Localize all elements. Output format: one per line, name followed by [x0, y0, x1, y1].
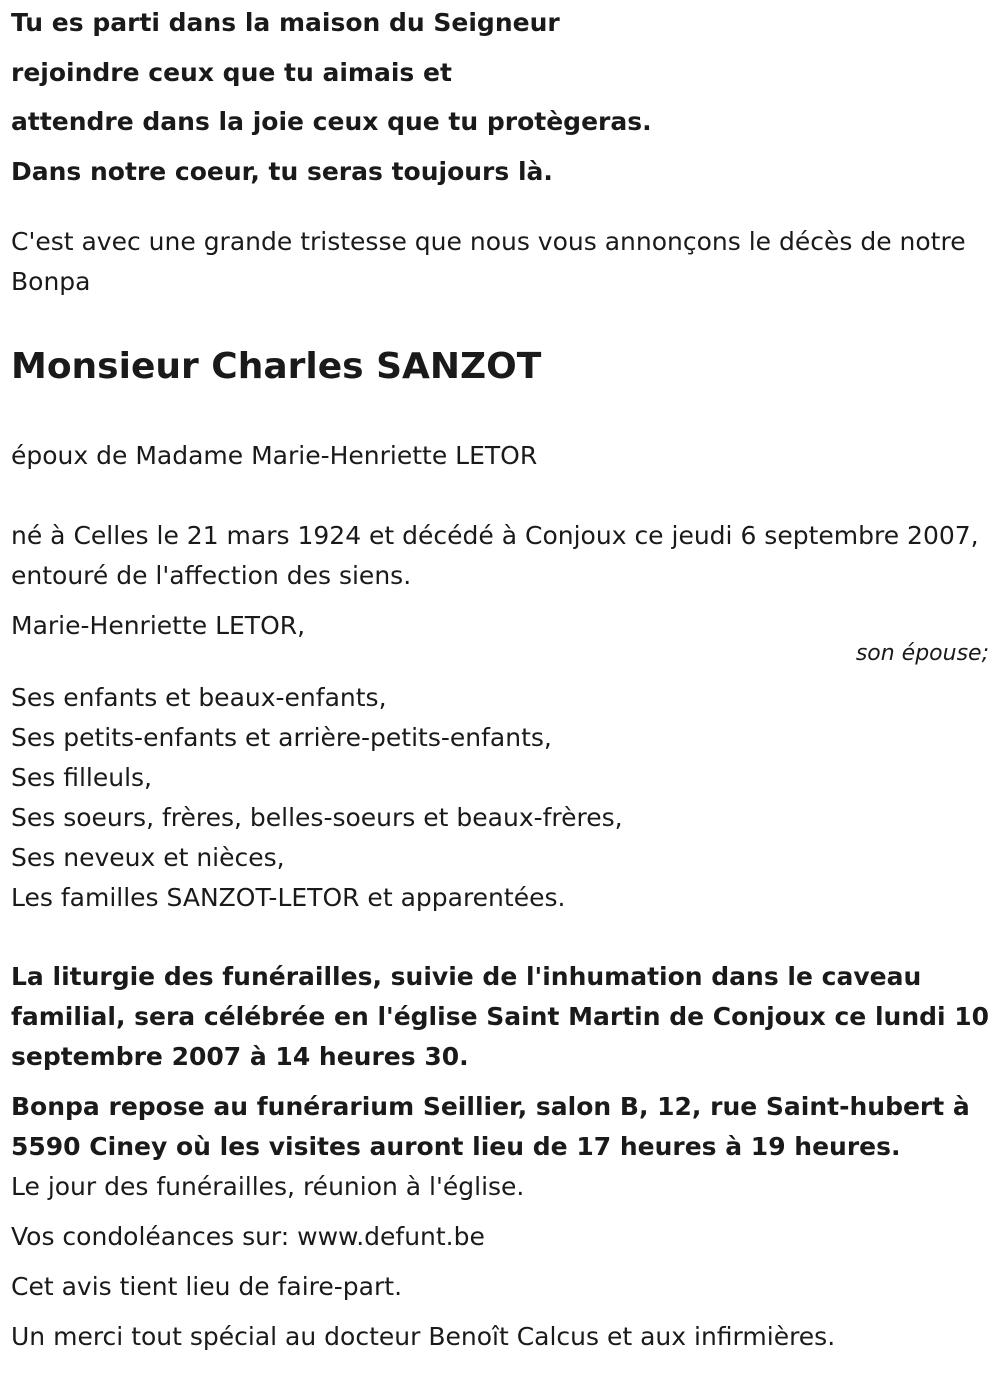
family-line: Ses enfants et beaux-enfants,: [11, 682, 387, 712]
spouse-role: son épouse;: [855, 640, 989, 666]
family-line: Ses petits-enfants et arrière-petits-enfants,: [11, 722, 552, 752]
poem-line: Tu es parti dans la maison du Seigneur: [11, 8, 560, 37]
family-line: Les familles SANZOT-LETOR et apparentées.: [11, 882, 566, 912]
thanks-line: Un merci tout spécial au docteur Benoît Calcus et aux infirmières.: [11, 1321, 836, 1351]
closing-line: Le jour des funérailles, réunion à l'église.: [11, 1171, 525, 1201]
poem-line: Dans notre coeur, tu seras toujours là.: [11, 156, 553, 186]
family-line: Ses filleuls,: [11, 762, 153, 792]
condolences-line: Vos condoléances sur: www.defunt.be: [11, 1221, 485, 1251]
family-list: [11, 678, 990, 918]
spouse-of-text: époux de Madame Marie-Henriette LETOR: [11, 440, 538, 470]
family-line: Ses soeurs, frères, belles-soeurs et beaux-frères,: [11, 802, 623, 832]
repose-text: Bonpa repose au funérarium Seillier, salon B, 12, rue Saint-hubert à 5590 Ciney où les visites auront lieu de 17 heures à 19 heures.: [11, 1091, 970, 1161]
spouse-name: Marie-Henriette LETOR,: [11, 610, 306, 640]
poem-line: rejoindre ceux que tu aimais et: [11, 57, 452, 87]
poem: [11, 0, 990, 187]
liturgy-text: La liturgie des funérailles, suivie de l'inhumation dans le caveau familial, sera célébrée en l'église Saint Martin de Conjoux ce lundi 10 septembre 2007 à 14 heures 30.: [11, 961, 990, 1071]
family-line: Ses neveux et nièces,: [11, 842, 285, 872]
birth-death-text: né à Celles le 21 mars 1924 et décédé à Conjoux ce jeudi 6 septembre 2007, entouré de l'affection des siens.: [11, 520, 979, 590]
deceased-name: Monsieur Charles SANZOT: [11, 345, 542, 387]
intro-text: C'est avec une grande tristesse que nous vous annonçons le décès de notre Bonpa: [11, 226, 966, 296]
poem-line: attendre dans la joie ceux que tu protègeras.: [11, 107, 652, 136]
closing-line: Cet avis tient lieu de faire-part.: [11, 1271, 403, 1301]
